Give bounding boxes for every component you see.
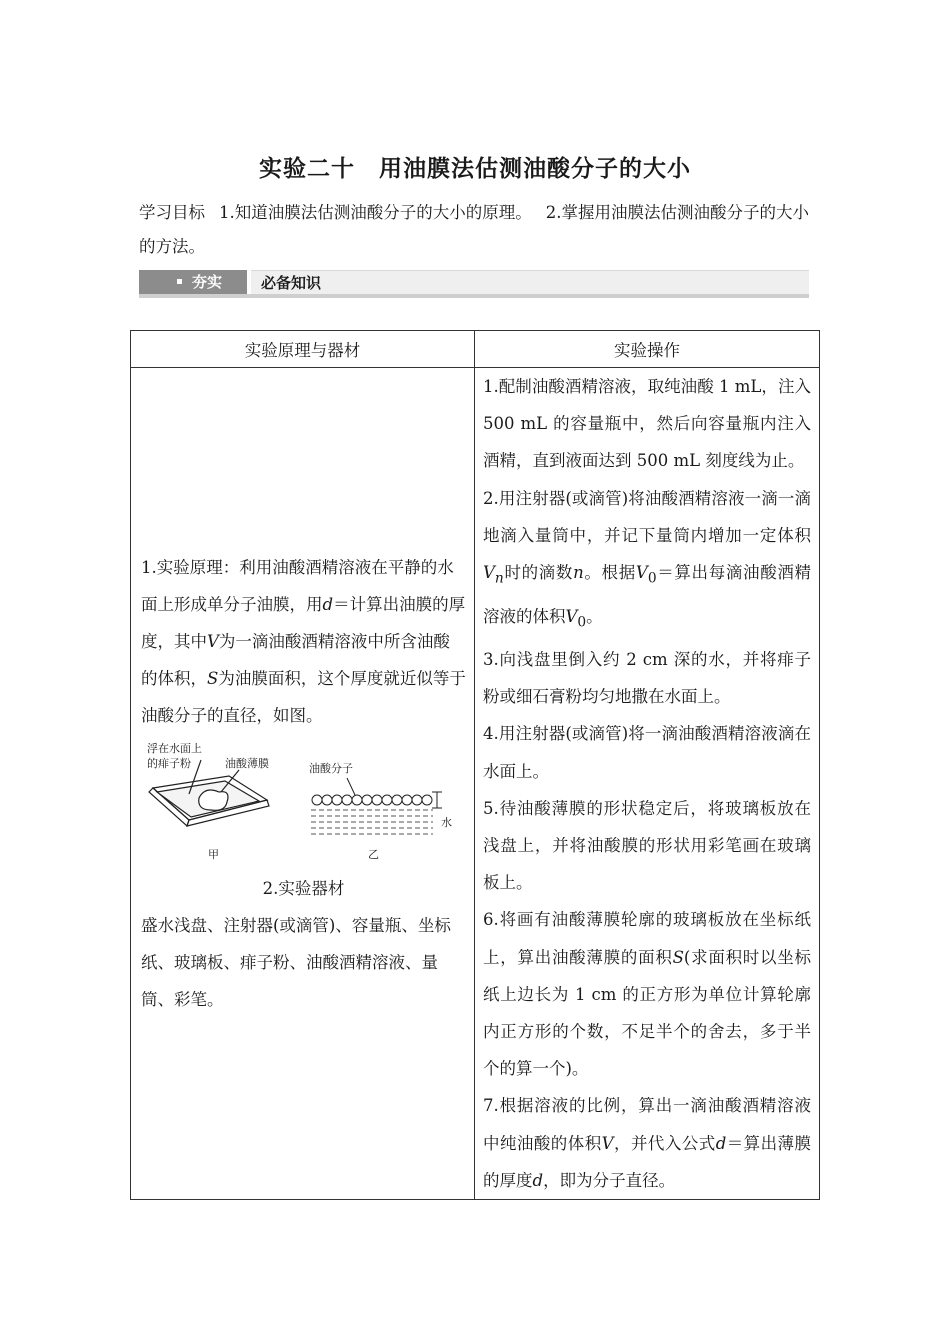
banner-right-label: 必备知识 (261, 274, 322, 292)
square-icon (177, 279, 182, 284)
figure-label-water: 水 (441, 816, 452, 830)
step-3: 3.向浅盘里倒入约 2 cm 深的水，并将痱子粉或细石膏粉均匀地撒在水面上。 (483, 650, 811, 707)
principle-part: 1.实验原理：利用油酸酒精溶液在平静的水面上形成单分子油膜，用 (141, 558, 454, 615)
step-2 (483, 480, 811, 641)
step-2-part: 。根据 (583, 563, 636, 583)
banner-underline (139, 294, 809, 298)
figure-label-b: 乙 (368, 848, 379, 862)
banner-left (139, 270, 247, 294)
learning-goals (139, 196, 819, 264)
figure-label-film: 油酸薄膜 (225, 757, 269, 771)
step-6-part: (求面积时以坐标纸上边长为 1 cm 的正方形为单位计算轮廓内正方形的个数，不足半个的舍去，多于半个的算一个)。 (483, 947, 812, 1079)
var-d: d (322, 595, 334, 615)
step-4: 4.用注射器(或滴管)将一滴油酸酒精溶液滴在水面上。 (483, 724, 811, 781)
step-2-part: 。 (586, 606, 603, 626)
equipment-title: 2.实验器材 (262, 879, 345, 899)
var-s: S (207, 669, 219, 689)
var-v: V (635, 563, 648, 583)
step-7-part: ，并代入公式 (613, 1133, 716, 1153)
var-s: S (672, 947, 684, 967)
table-header-row (131, 331, 820, 368)
var-v: V (601, 1133, 614, 1153)
principle-part: 为油膜面积，这个厚度就近似等于油酸分子的直径，如图。 (141, 669, 466, 726)
var-d: d (715, 1133, 727, 1153)
step-7-part: 7.根据溶液的比例，算出一滴油酸酒精溶液中纯油酸的体积 (483, 1096, 811, 1153)
operation-cell (475, 368, 820, 1200)
step-7 (483, 1087, 811, 1199)
figure-label-float2: 的痱子粉 (147, 757, 191, 771)
step-7-part: ，即为分子直径。 (543, 1170, 676, 1190)
experiment-figure (141, 740, 466, 870)
section-banner (139, 270, 809, 298)
step-7-part: ＝算出薄膜的厚度 (483, 1133, 812, 1190)
figure-label-molecule: 油酸分子 (309, 762, 353, 776)
var-d: d (532, 1170, 544, 1190)
principle-part: 为一滴油酸酒精溶液中所含油酸的体积， (141, 632, 450, 689)
sub-n: n (494, 570, 504, 587)
goal-2: 2.掌握用油膜法估测油酸分子的大小的方法。 (139, 203, 809, 256)
var-n: n (573, 563, 584, 583)
experiment-table (130, 330, 820, 1200)
banner-left-label: 夯实 (192, 273, 223, 291)
header-principle: 实验原理与器材 (131, 331, 475, 368)
page-title: 实验二十 用油膜法估测油酸分子的大小 (259, 156, 691, 182)
molecule-layer (312, 778, 442, 808)
sub-0: 0 (577, 613, 587, 630)
var-v: V (565, 606, 578, 626)
step-2-part: 2.用注射器(或滴管)将油酸酒精溶液一滴一滴地滴入量筒中，并记下量筒内增加一定体积 (483, 488, 811, 545)
var-v: V (483, 563, 495, 583)
figure-label-float1: 浮在水面上 (147, 742, 202, 756)
step-6-part: 6.将画有油酸薄膜轮廓的玻璃板放在坐标纸上，算出油酸薄膜的面积 (483, 910, 811, 967)
tray-icon (149, 760, 269, 826)
principle-cell (131, 368, 475, 1200)
sub-0: 0 (647, 570, 657, 587)
figure-drawing (141, 740, 461, 850)
banner-right (251, 270, 809, 294)
var-v: V (207, 632, 219, 652)
equipment-list: 盛水浅盘、注射器(或滴管)、容量瓶、坐标纸、玻璃板、痱子粉、油酸酒精溶液、量筒、彩笔。 (141, 916, 451, 1010)
goals-label: 学习目标 (139, 203, 205, 222)
water-lines (311, 810, 433, 834)
step-6 (483, 901, 811, 1087)
goal-1: 1.知道油膜法估测油酸分子的大小的原理。 (219, 203, 532, 222)
table-body-row (131, 368, 820, 1200)
step-5: 5.待油酸薄膜的形状稳定后，将玻璃板放在浅盘上，并将油酸膜的形状用彩笔画在玻璃板上。 (483, 798, 811, 893)
step-2-part: 时的滴数 (503, 563, 574, 583)
figure-label-a: 甲 (208, 848, 219, 862)
header-operation: 实验操作 (475, 331, 820, 368)
principle-text (141, 549, 466, 734)
principle-part: ＝计算出油膜的厚度，其中 (141, 595, 466, 652)
step-2-part: ＝算出每滴油酸酒精溶液的体积 (483, 563, 812, 626)
step-1: 1.配制油酸酒精溶液，取纯油酸 1 mL，注入 500 mL 的容量瓶中，然后向容量瓶内注入酒精，直到液面达到 500 mL 刻度线为止。 (483, 377, 811, 471)
